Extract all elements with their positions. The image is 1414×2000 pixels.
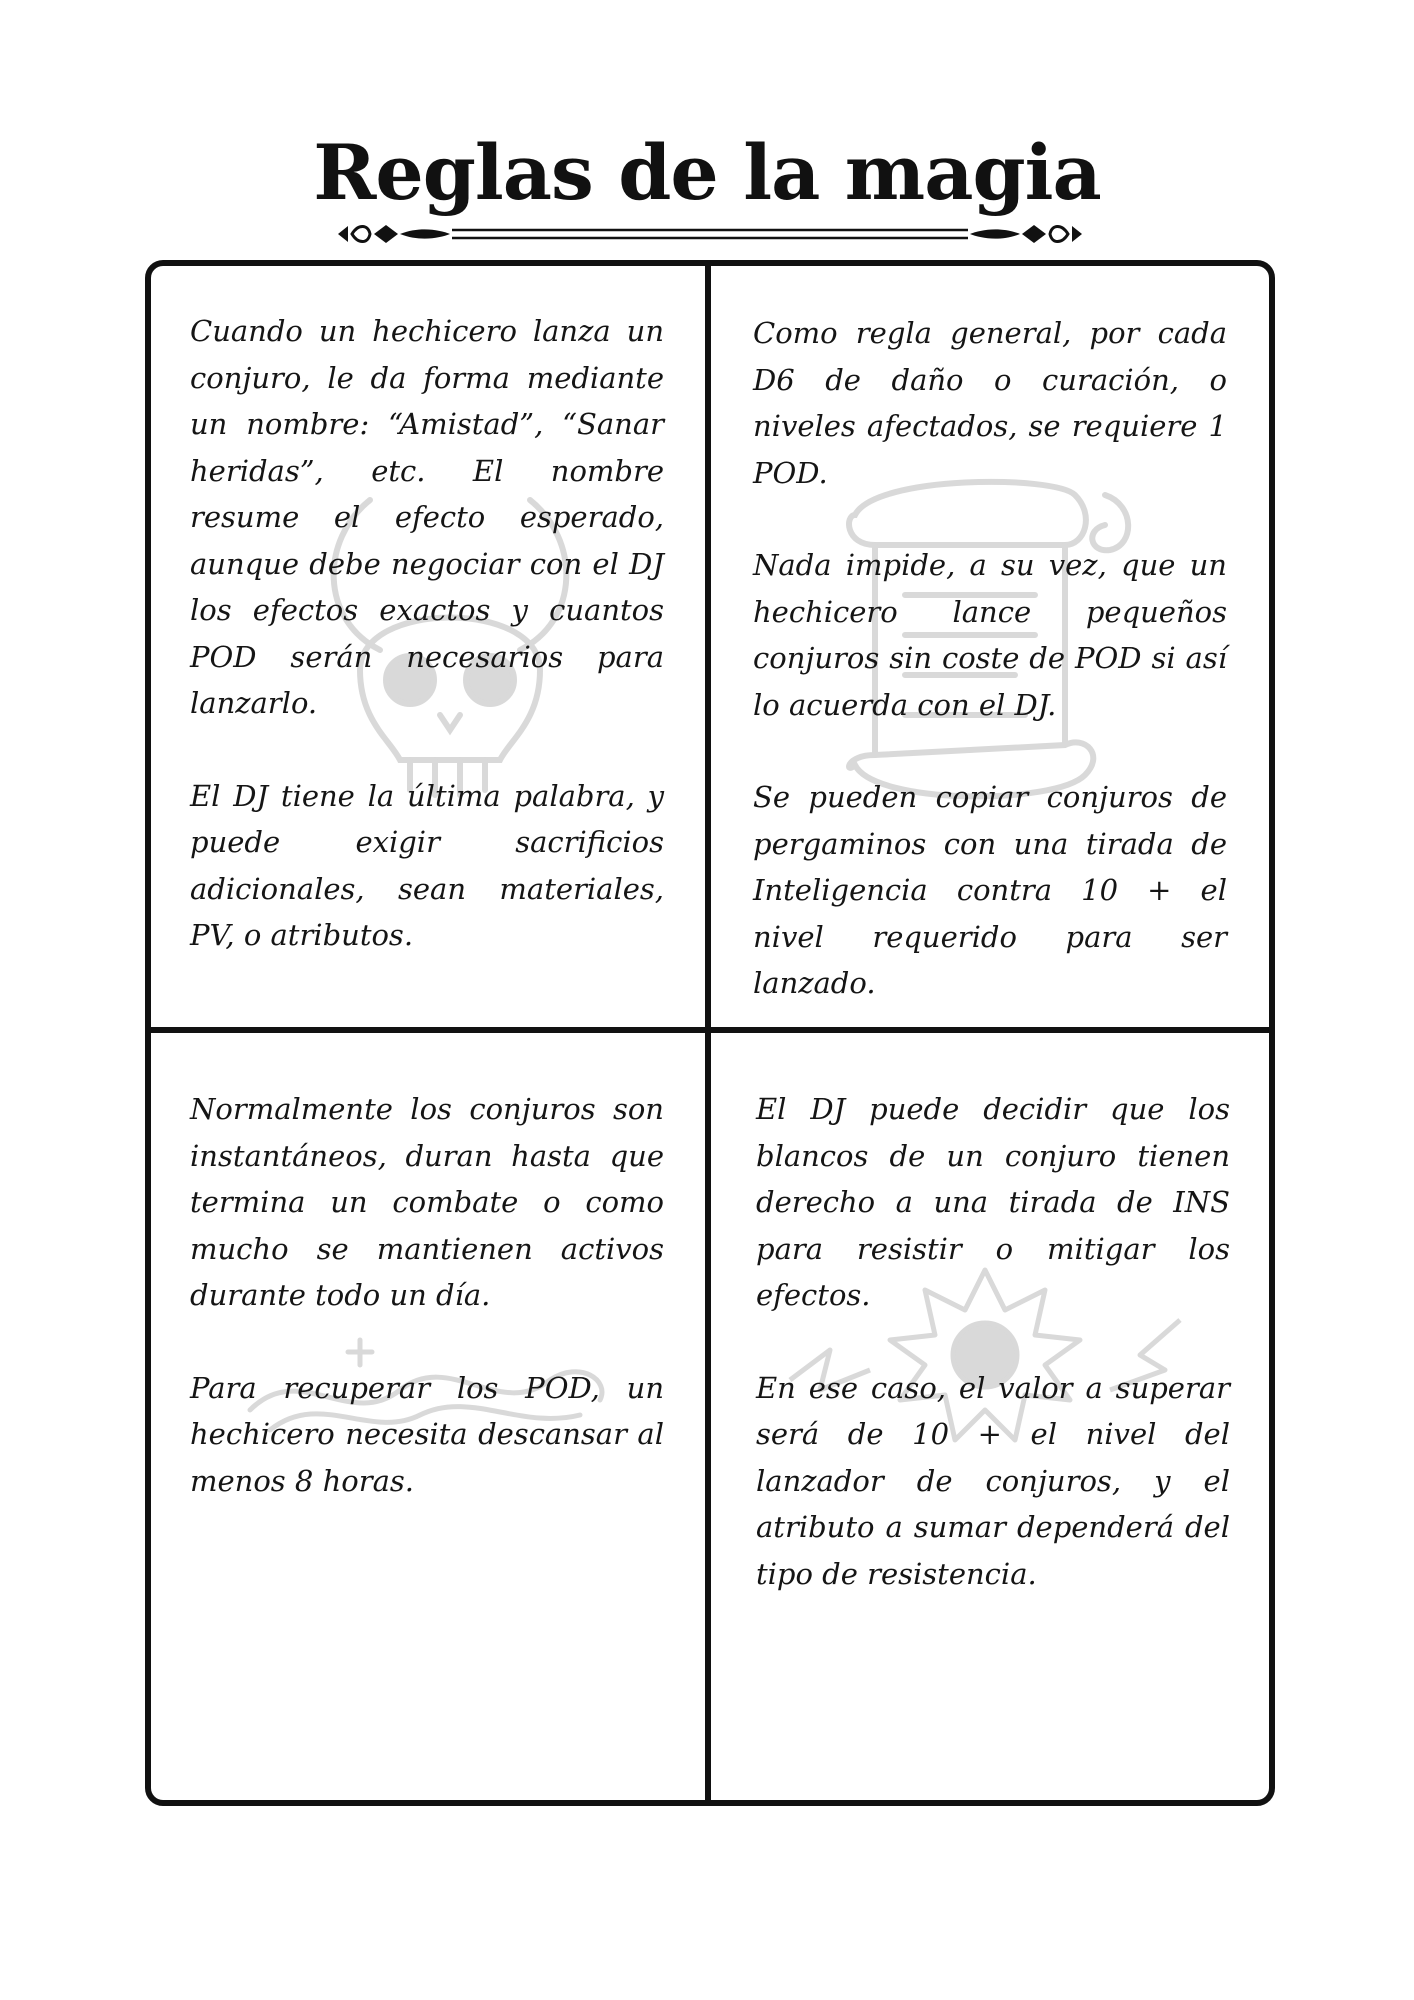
rule-paragraph: El DJ puede decidir que los blancos de un conjuro tienen derecho a una tirada de INS para resistir o mitigar los efectos.: [756, 1092, 1230, 1312]
flourish-divider-icon: [330, 216, 1090, 252]
page-title: Reglas de la magia: [313, 128, 1101, 217]
rule-paragraph: El DJ tiene la última palabra, y puede exigir sacrificios adicionales, sean materiales, PV, o atributos.: [190, 778, 664, 952]
rule-paragraph: Normalmente los conjuros son instantáneos, duran hasta que termina un combate o como mucho se mantienen activos durante todo un día.: [190, 1092, 664, 1312]
rules-cell-top-right: [753, 310, 1227, 1053]
rule-paragraph: Como regla general, por cada D6 de daño o curación, o niveles afectados, se requiere 1 POD.: [753, 316, 1227, 490]
rule-paragraph: Se pueden copiar conjuros de pergaminos con una tirada de Inteligencia contra 10 + el nivel requerido para ser lanzado.: [753, 780, 1227, 1000]
rules-cell-bottom-right: [756, 1086, 1230, 1643]
grid-vertical-divider: [705, 262, 711, 1804]
rule-paragraph: Cuando un hechicero lanza un conjuro, le da forma mediante un nombre: “Amistad”, “Sanar heridas”, etc. El nombre resume el efecto esperado, aunque debe negociar con el DJ los efectos exactos y cuantos POD serán necesarios para lanzarlo.: [190, 314, 664, 720]
rules-cell-bottom-left: [190, 1086, 664, 1550]
rule-paragraph: Para recuperar los POD, un hechicero necesita descansar al menos 8 horas.: [190, 1370, 664, 1498]
rules-cell-top-left: [190, 308, 664, 1005]
rule-paragraph: En ese caso, el valor a superar será de 10 + el nivel del lanzador de conjuros, y el atributo a sumar dependerá del tipo de resistencia.: [756, 1370, 1230, 1591]
rule-paragraph: Nada impide, a su vez, que un hechicero lance pequeños conjuros sin coste de POD si así lo acuerda con el DJ.: [753, 548, 1227, 722]
